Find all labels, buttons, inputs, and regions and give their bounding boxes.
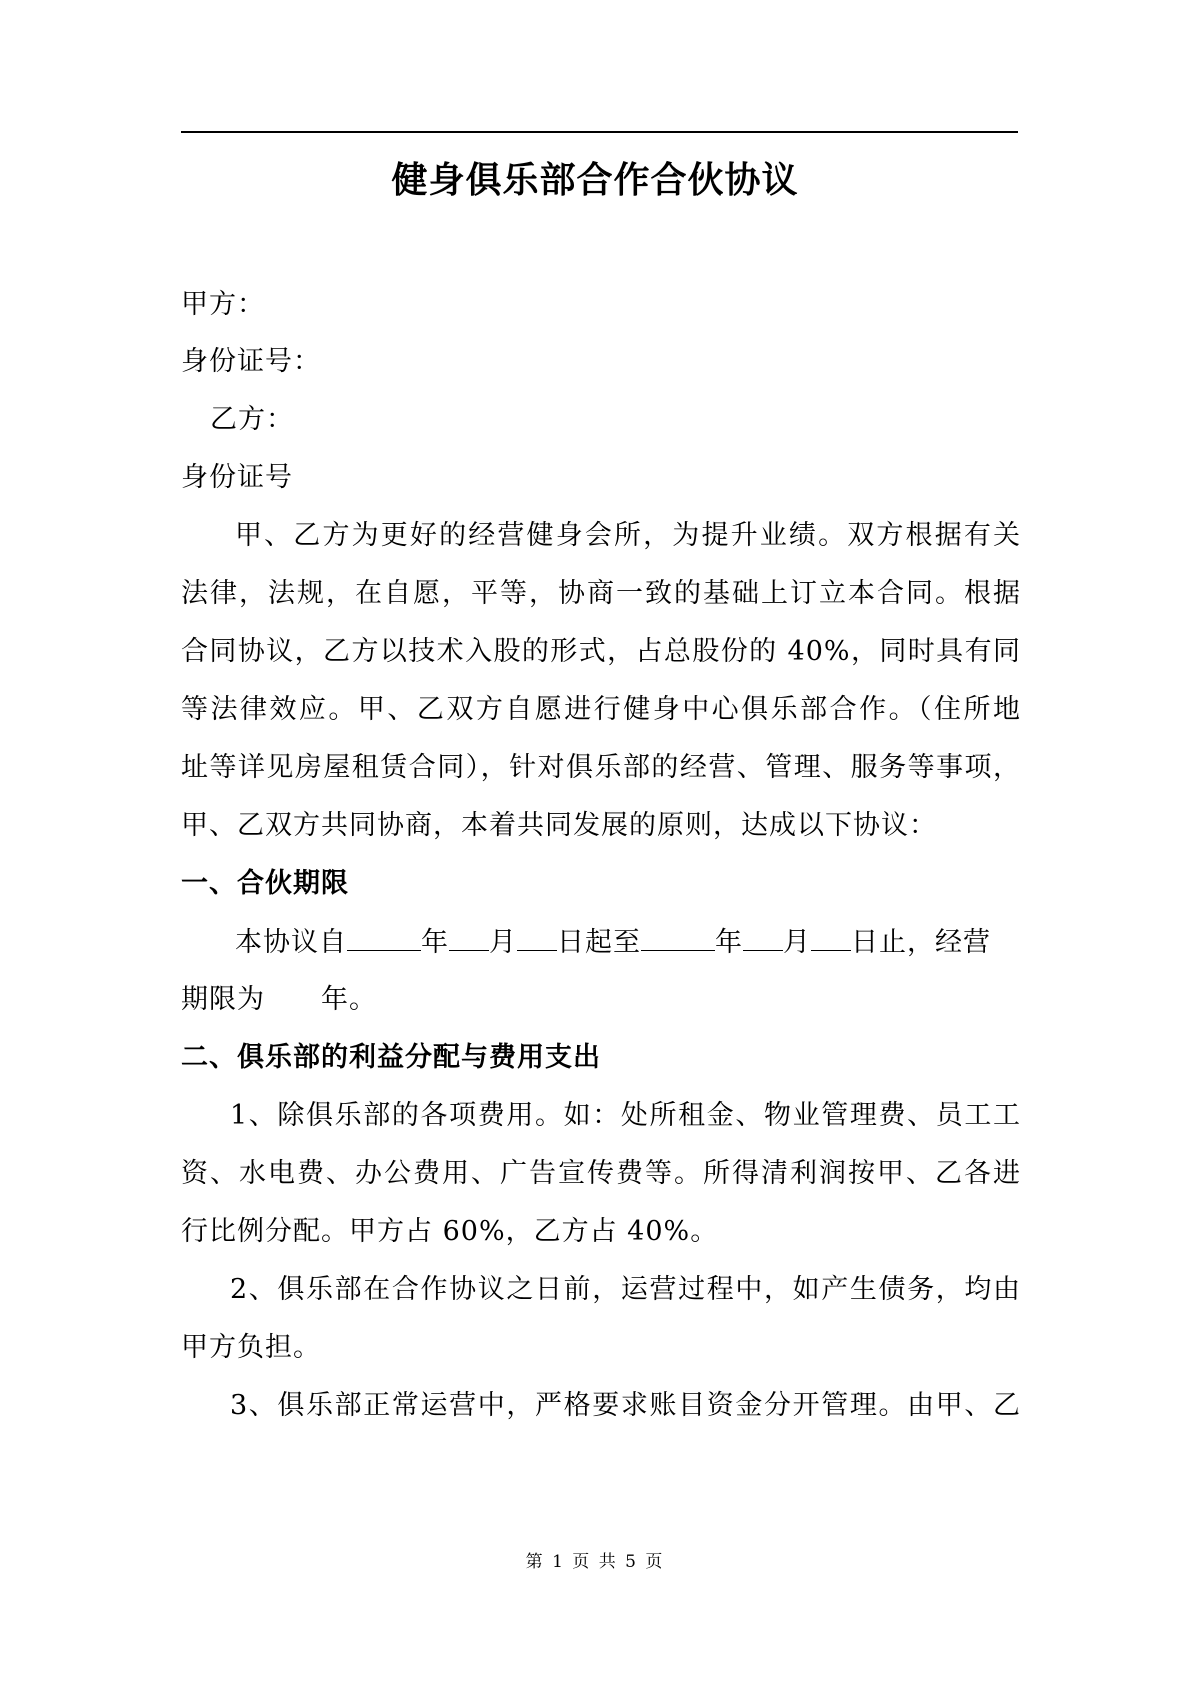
term-day-end-text: 日止，经营 <box>851 927 991 958</box>
term-line-2 <box>181 980 1021 1020</box>
term-period-unit: 年。 <box>321 984 377 1015</box>
term-month2-text: 月 <box>783 927 811 958</box>
item-2-line-1: 2、俱乐部在合作协议之日前，运营过程中，如产生债务，均由 <box>230 1274 1021 1305</box>
intro-line-5: 址等详见房屋租赁合同），针对俱乐部的经营、管理、服务等事项， <box>181 752 1021 783</box>
start-month-blank <box>449 922 489 951</box>
intro-line-2: 法律，法规，在自愿，平等，协商一致的基础上订立本合同。根据 <box>181 578 1021 609</box>
end-month-blank <box>743 922 783 951</box>
term-day-from-text: 日起至 <box>557 927 641 958</box>
term-year-text: 年 <box>421 927 449 958</box>
end-day-blank <box>811 922 851 951</box>
party-a-label: 甲方： <box>181 289 265 320</box>
party-a-id-label: 身份证号： <box>181 346 321 377</box>
term-line-1 <box>235 922 1025 963</box>
intro-line-3: 合同协议，乙方以技术入股的形式，占总股份的 40%，同时具有同 <box>181 636 1021 667</box>
document-title: 健身俱乐部合作合伙协议 <box>391 159 799 201</box>
intro-line-4: 等法律效应。甲、乙双方自愿进行健身中心俱乐部合作。（住所地 <box>181 694 1021 725</box>
party-b-label: 乙方： <box>210 404 294 435</box>
intro-line-1: 甲、乙方为更好的经营健身会所，为提升业绩。双方根据有关 <box>235 520 1021 551</box>
page-footer: 第 1 页 共 5 页 <box>525 1552 665 1572</box>
term-year2-text: 年 <box>715 927 743 958</box>
term-start-text: 本协议自 <box>235 927 347 958</box>
start-year-blank <box>347 922 421 951</box>
party-b-id-label: 身份证号 <box>181 462 293 493</box>
header-rule <box>181 131 1018 133</box>
section-1-heading: 一、合伙期限 <box>181 868 349 899</box>
item-1-line-3: 行比例分配。甲方占 60%，乙方占 40%。 <box>181 1216 719 1247</box>
item-3-line-1: 3、俱乐部正常运营中，严格要求账目资金分开管理。由甲、乙 <box>230 1390 1021 1421</box>
term-month-text: 月 <box>489 927 517 958</box>
term-period-text: 期限为 <box>181 984 265 1015</box>
item-1-line-2: 资、水电费、办公费用、广告宣传费等。所得清利润按甲、乙各进 <box>181 1158 1021 1189</box>
section-2-heading: 二、俱乐部的利益分配与费用支出 <box>181 1042 601 1073</box>
intro-line-6: 甲、乙双方共同协商，本着共同发展的原则，达成以下协议： <box>181 810 937 841</box>
item-2-line-2: 甲方负担。 <box>181 1332 321 1363</box>
end-year-blank <box>641 922 715 951</box>
start-day-blank <box>517 922 557 951</box>
item-1-line-1: 1、除俱乐部的各项费用。如：处所租金、物业管理费、员工工 <box>230 1100 1021 1131</box>
